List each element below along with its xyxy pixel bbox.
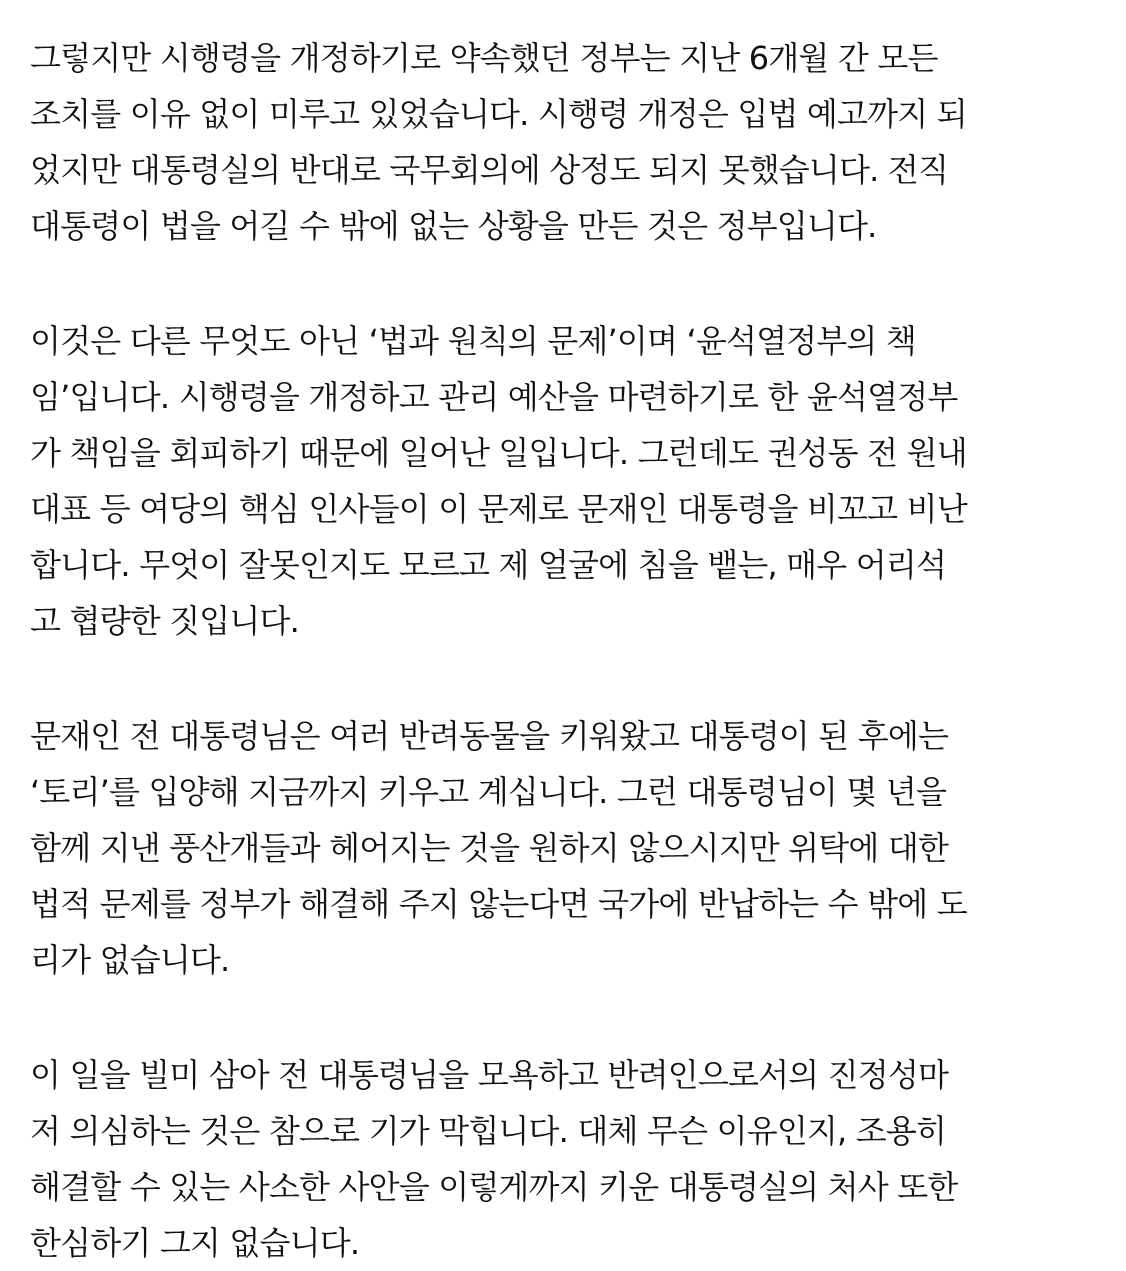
text-line: 이 일을 빌미 삼아 전 대통령님을 모욕하고 반려인으로서의 진정성마	[30, 1056, 949, 1094]
text-line: 이것은 다른 무엇도 아닌 ‘법과 원칙의 문제’이며 ‘윤석열정부의 책	[30, 322, 917, 360]
text-line: 대표 등 여당의 핵심 인사들이 이 문제로 문재인 대통령을 비꼬고 비난	[30, 490, 967, 528]
paragraph-spacer	[30, 649, 1096, 708]
text-line: 저 의심하는 것은 참으로 기가 막힙니다. 대체 무슨 이유인지, 조용히	[30, 1112, 947, 1150]
text-line: 합니다. 무엇이 잘못인지도 모르고 제 얼굴에 침을 뱉는, 매우 어리석	[30, 546, 947, 584]
text-line: ‘토리’를 입양해 지금까지 키우고 계십니다. 그런 대통령님이 몇 년을	[30, 773, 947, 811]
text-line: 그렇지만 시행령을 개정하기로 약속했던 정부는 지난 6개월 간 모든	[30, 39, 938, 77]
text-line: 임’입니다. 시행령을 개정하고 관리 예산을 마련하기로 한 윤석열정부	[30, 378, 958, 416]
text-line: 가 책임을 회피하기 때문에 일어난 일입니다. 그런데도 권성동 전 원내	[30, 434, 967, 472]
text-line: 함께 지낸 풍산개들과 헤어지는 것을 원하지 않으시지만 위탁에 대한	[30, 829, 949, 867]
text-line: 고 협량한 짓입니다.	[30, 602, 300, 640]
paragraph-spacer	[30, 988, 1096, 1047]
text-line: 었지만 대통령실의 반대로 국무회의에 상정도 되지 못했습니다. 전직	[30, 151, 949, 189]
paragraph-3	[30, 708, 1096, 988]
text-line: 대통령이 법을 어길 수 밖에 없는 상황을 만든 것은 정부입니다.	[30, 207, 877, 245]
paragraph-4	[30, 1047, 1096, 1271]
text-line: 법적 문제를 정부가 해결해 주지 않는다면 국가에 반납하는 수 밖에 도	[30, 885, 967, 923]
paragraph-spacer	[30, 254, 1096, 313]
text-line: 조치를 이유 없이 미루고 있었습니다. 시행령 개정은 입법 예고까지 되	[30, 95, 967, 133]
paragraph-1	[30, 30, 1096, 254]
text-line: 해결할 수 있는 사소한 사안을 이렇게까지 키운 대통령실의 처사 또한	[30, 1168, 958, 1206]
text-line: 한심하기 그지 없습니다.	[30, 1224, 360, 1262]
text-line: 문재인 전 대통령님은 여러 반려동물을 키워왔고 대통령이 된 후에는	[30, 717, 949, 755]
paragraph-2	[30, 313, 1096, 649]
text-line: 리가 없습니다.	[30, 941, 230, 979]
